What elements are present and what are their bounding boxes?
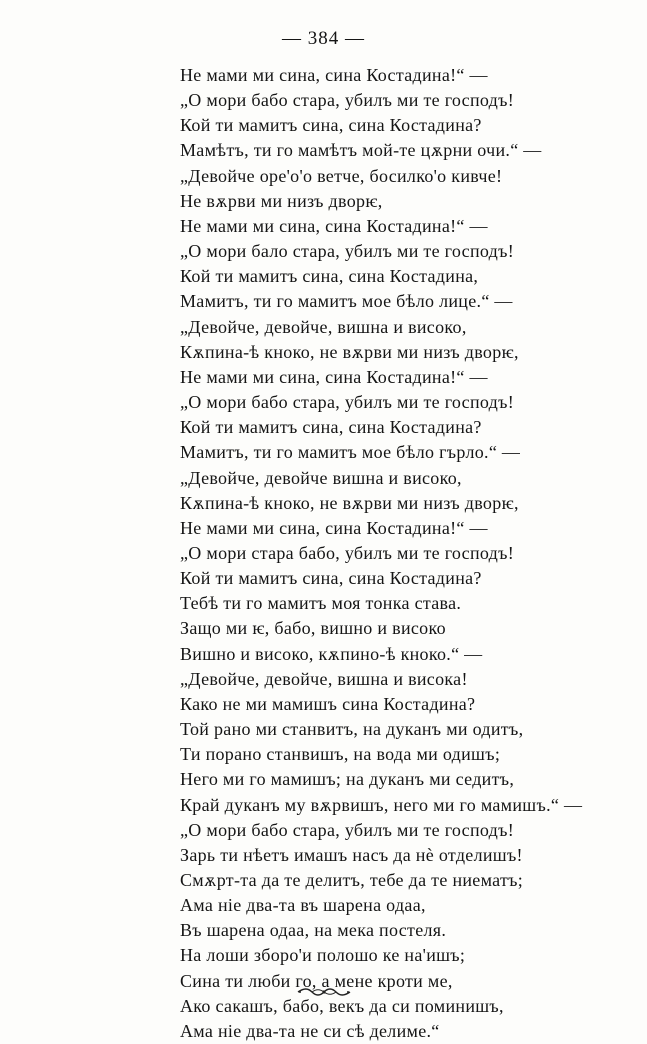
poem-line: Кой ти мамитъ сина, сина Костадина,	[180, 266, 479, 287]
poem-line: Зарь ти нѣетъ имашъ насъ да нѐ отделишъ!	[180, 844, 523, 865]
poem-line: Вишно и високо, кѫпино-ѣ кноко.“ —	[180, 643, 483, 664]
poem-line: Мамитъ, ти го мамитъ мое бѣло гърло.“ —	[180, 442, 521, 463]
poem-line: Ама ніе два-та въ шарена одаа,	[180, 895, 426, 916]
poem-line: Мамитъ, ти го мамитъ мое бѣло лице.“ —	[180, 291, 513, 312]
poem-line: Кой ти мамитъ сина, сина Костадина?	[180, 568, 482, 589]
poem-line: Мамѣтъ, ти го мамѣтъ мой-те цѫрни очи.“ —	[180, 140, 542, 161]
poem-line: Той рано ми станвитъ, на дуканъ ми одитъ,	[180, 719, 524, 740]
poem-line: Ти порано станвишъ, на вода ми одишъ;	[180, 744, 501, 765]
poem-line: Въ шарена одаа, на мека постеля.	[180, 920, 447, 941]
poem-line: Кѫпина-ѣ кноко, не вѫрви ми низъ дворѥ,	[180, 341, 519, 362]
poem-line: „О мори бало стара, убилъ ми те господъ!	[180, 241, 515, 262]
poem-line: „О мори бабо стара, убилъ ми те господъ!	[180, 392, 515, 413]
poem-line: „О мори бабо стара, убилъ ми те господъ!	[180, 819, 515, 840]
poem-line: Край дуканъ му вѫрвишъ, него ми го мамишъ.“ —	[180, 794, 583, 815]
poem-line: Ама ніе два-та не си сѣ делиме.“	[180, 1020, 440, 1041]
poem-line: „Девойче оре'о'о ветче, босилко'о кивче!	[180, 165, 503, 186]
poem-text	[180, 63, 600, 1044]
poem-line: „О мори стара бабо, убилъ ми те господъ!	[180, 542, 515, 563]
poem-line: На лоши зборо'и полошо ке на'ишъ;	[180, 945, 466, 966]
poem-line: Не мами ми сина, сина Костадина!“ —	[180, 65, 488, 85]
poem-line: Кой ти мамитъ сина, сина Костадина?	[180, 115, 482, 136]
poem-line: Него ми го мамишъ; на дуканъ ми седитъ,	[180, 769, 515, 790]
poem-line: Кѫпина-ѣ кноко, не вѫрви ми низъ дворѥ,	[180, 492, 519, 513]
poem-line: Тебѣ ти го мамитъ моя тонка става.	[180, 593, 462, 614]
poem-line: „Девойче, девойче, вишна и високо,	[180, 316, 467, 337]
poem-line: Смѫрт-та да те делитъ, тебе да те ниематъ;	[180, 870, 524, 890]
flourish-ornament-svg	[296, 986, 352, 998]
poem-line: Не вѫрви ми низъ дворѥ,	[180, 190, 383, 211]
poem-line: „Девойче, девойче, вишна и висока!	[180, 668, 468, 689]
poem-line: Како не ми мамишъ сина Костадина?	[180, 693, 476, 714]
poem-line: Не мами ми сина, сина Костадина!“ —	[180, 366, 488, 387]
poem-line: „Девойче, девойче вишна и високо,	[180, 467, 462, 488]
flourish-ornament-icon	[0, 984, 647, 1000]
poem-line: Не мами ми сина, сина Костадина!“ —	[180, 215, 488, 236]
poem-line: Кой ти мамитъ сина, сина Костадина?	[180, 417, 482, 438]
page-number-header: — 384 —	[282, 28, 365, 49]
poem-line: Не мами ми сина, сина Костадина!“ —	[180, 517, 488, 538]
poem-line: Ако сакашъ, бабо, векъ да си поминишъ,	[180, 995, 504, 1016]
poem-line: Сина ти люби го, а мене кроти ме,	[180, 970, 453, 991]
poem-line: Защо ми ѥ, бабо, вишно и високо	[180, 618, 446, 639]
poem-line: „О мори бабо стара, убилъ ми те господъ!	[180, 90, 515, 111]
